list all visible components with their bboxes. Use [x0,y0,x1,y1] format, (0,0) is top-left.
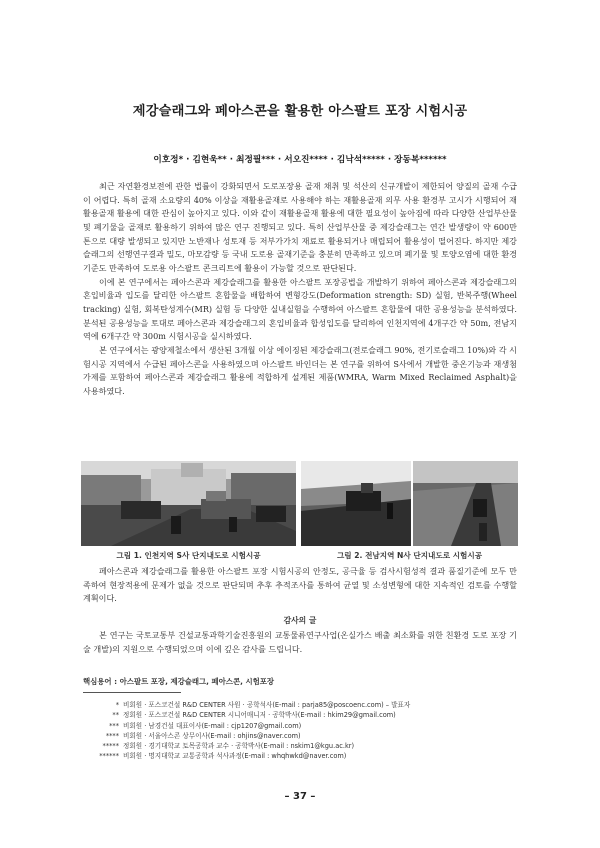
footnote-text: 비회원 · 포스코건설 R&D CENTER 사원 · 공학석사(E-mail : parja85@poscoenc.com) – 발표자 [123,701,411,709]
footnote-text: 비회원 · 명지대학교 교통공학과 석사과정(E-mail : whqhwkd@naver.com) [123,752,347,761]
acknowledgement-text: 본 연구는 국토교통부 건설교통과학기술진흥원의 교통물류연구사업(온실가스 배출 최소화를 위한 친환경 도로 포장 기술 개발)의 지원으로 수행되었으며 이에 깊은 감사를 드립니다. [83,630,517,654]
footnote-mark: ****** [99,752,119,761]
footnote-item [85,741,410,751]
footnotes [85,700,410,762]
acknowledgement-section [83,629,517,656]
figure-2-caption: 그림 2. 전남지역 N사 단지내도로 시험시공 [336,551,483,560]
footnote-divider [83,692,181,693]
footnote-text: 정회원 · 경기대학교 토목공학과 교수 · 공학박사(E-mail : nskim1@kgu.ac.kr) [123,742,355,751]
footnote-item [85,710,410,720]
intro-paragraph-2: 이에 본 연구에서는 페아스콘과 제강슬래그를 활용한 아스팔트 포장공법을 개발하기 위하여 페아스콘과 제강슬래그의 혼입비율과 입도를 달리한 아스팔트 혼합물을 배합하여 변형강도(Deformation strength: SD) 실험, 반복주행(Wheel tracking) 실험, 회복탄성계수(MR) 실험 등 다양한 실내실험을 수행하여 아스팔트 혼합물에 대한 공용성능을 분석하였다. 분석된 공용성능을 토대로 페아스콘과 제강슬래그의 혼입비율과 합성입도를 달리하여 인천지역에 4개구간 약 50m, 전남지역에 6개구간 약 300m 시험시공을 실시하였다. [83,276,517,342]
footnote-text: 비회원 · 서울아스콘 상무이사(E-mail : ohjins@naver.com) [123,731,301,740]
figure-1-photo [81,461,296,546]
footnote-mark: *** [109,721,119,730]
footnote-mark: ***** [102,742,119,751]
footnote-mark: ** [112,711,119,720]
footnote-mark: **** [105,731,119,740]
footnote-text: 비회원 · 남경건설 대표이사(E-mail : cjp1207@gmail.com) [123,721,302,730]
page-number: – 37 – [284,791,316,802]
footnote-item [85,721,410,731]
intro-section [83,180,517,399]
figure-1-caption: 그림 1. 인천지역 S사 단지내도로 시험시공 [116,551,261,560]
figure-2-photo [301,461,518,546]
author-list: 이호정* · 김현욱** · 최정필*** · 서오진**** · 김낙석***** · 장동복****** [153,155,447,165]
paper-title: 제강슬래그와 페아스콘을 활용한 아스팔트 포장 시험시공 [132,104,468,119]
conclusion-paragraph: 페아스콘과 제강슬래그를 활용한 아스팔트 포장 시험시공의 안정도, 공극율 등 검사시험성적 결과 품질기준에 모두 만족하여 현장적용에 문제가 없을 것으로 판단되며 추후 추적조사를 통하여 균열 및 소성변형에 대한 지속적인 검토를 수행할 계획이다. [83,566,517,604]
intro-paragraph-1: 최근 자연환경보전에 관한 법률이 강화되면서 도로포장용 골재 채취 및 석산의 신규개발이 제한되어 양질의 골재 수급이 어렵다. 특히 골재 소요량의 40% 이상을 재활용골재로 사용해야 하는 재활용골재 의무 사용 환경부 고시가 시행되어 재활용골재 활용에 대한 관심이 높아지고 있다. 이와 같이 재활용골재 활용에 대한 필요성이 높아짐에 따라 다양한 산업부산물 및 폐기물을 골재로 활용하기 위하여 많은 연구 진행되고 있다. 특히 산업부산물 중 제강슬래그는 연간 발생량이 약 600만 톤으로 대량 발생되고 있지만 노반재나 성토재 등 저부가가치 재료로 활용되거나 매립되어 활용성이 떨어진다. 하지만 제강슬래그의 선행연구결과 밀도, 마모감량 등 국내 도로용 골재기준을 충분히 만족하고 있으며 폐기물 및 토양오염에 대한 환경기준도 만족하여 도로용 아스팔트 콘크리트에 활용이 가능할 것으로 판단된다. [83,181,517,273]
footnote-item [85,751,410,761]
footnote-mark: * [115,701,119,709]
keywords: 핵심용어 : 아스팔트 포장, 제강슬래그, 페아스콘, 시험포장 [83,677,275,686]
footnote-item [85,731,410,741]
intro-paragraph-3: 본 연구에서는 광양제철소에서 생산된 3개월 이상 에이징된 제강슬래그(전로슬래그 90%, 전기로슬래그 10%)와 각 시험시공 지역에서 수급된 페아스콘을 사용하였으며 아스팔트 바인더는 본 연구를 위하여 S사에서 개발한 중온기능과 재생첨가제를 포함하여 페아스콘과 제강슬래그 활용에 적합하게 설계된 제품(WMRA, Warm Mixed Reclaimed Asphalt)을 사용하였다. [83,344,517,396]
acknowledgement-heading: 감사의 글 [283,616,317,625]
conclusion-section [83,565,517,606]
footnote-item [85,700,410,710]
footnote-text: 정회원 · 포스코건설 R&D CENTER 시니어매니저 · 공학박사(E-mail : hkim29@gmail.com) [123,711,396,720]
